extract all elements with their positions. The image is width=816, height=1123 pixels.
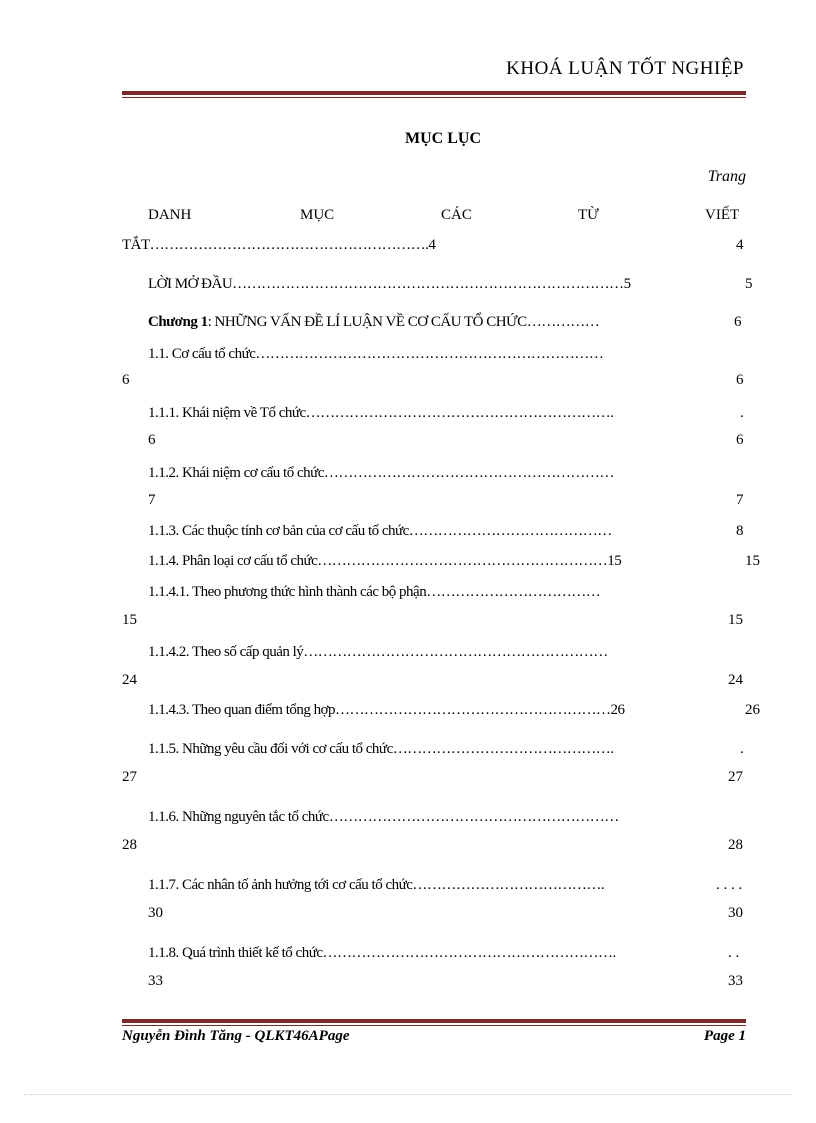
- toc-entry-text: 1.1.2. Khái niệm cơ cấu tổ chức……………………………………………………: [148, 465, 614, 481]
- header-title: KHOÁ LUẬN TỐT NGHIỆP: [506, 58, 744, 79]
- toc-entry-text: TẮT………………………………………………….4: [122, 237, 436, 253]
- toc-entry-page: 28: [728, 837, 743, 853]
- toc-entry-page-left: 7: [148, 492, 156, 508]
- toc-entry-page-left: 6: [122, 372, 130, 388]
- toc-word-viet: VIẾT: [705, 207, 740, 223]
- toc-entry-page: 8: [736, 523, 744, 539]
- toc-entry-page: 7: [736, 492, 744, 508]
- toc-entry-text: LỜI MỞ ĐẦU………………………………………………………………………5: [148, 276, 631, 292]
- toc-entry-page: 6: [736, 432, 744, 448]
- toc-entry-tail: . . . .: [716, 877, 743, 893]
- toc-entry-page-left: 27: [122, 769, 137, 785]
- toc-entry-page-left: 33: [148, 973, 163, 989]
- page-column-label: Trang: [707, 168, 746, 185]
- toc-entry-page: 5: [745, 276, 753, 292]
- header-rule: [122, 91, 746, 95]
- toc-entry-text: 1.1.1. Khái niệm về Tổ chức……………………………………………………….: [148, 405, 614, 421]
- toc-entry-text: 1.1.4.3. Theo quan điểm tổng hợp…………………………………………………26: [148, 702, 625, 718]
- toc-entry-page-left: 24: [122, 672, 137, 688]
- chapter-label: Chương 1: [148, 314, 208, 330]
- toc-entry-page: 15: [728, 612, 743, 628]
- toc-entry-page: 6: [736, 372, 744, 388]
- footer-rule-thin: [122, 1025, 746, 1026]
- toc-entry-text: 1.1. Cơ cấu tổ chức………………………………………………………………: [148, 346, 604, 362]
- header-rule-thin: [122, 97, 746, 98]
- toc-entry-page: 27: [728, 769, 743, 785]
- toc-entry-page: 30: [728, 905, 743, 921]
- toc-entry-page: 6: [734, 314, 742, 330]
- toc-word-muc: MỤC: [300, 207, 335, 223]
- toc-entry-page: 33: [728, 973, 743, 989]
- footer-author: Nguyễn Đình Tăng - QLKT46APage: [122, 1028, 350, 1044]
- page-bottom-divider: [24, 1094, 792, 1095]
- toc-entry-page: 15: [745, 553, 760, 569]
- toc-entry-page-left: 30: [148, 905, 163, 921]
- footer-page-number: Page 1: [703, 1028, 746, 1044]
- toc-word-tu: TỪ: [578, 207, 599, 223]
- toc-chapter-entry: [148, 313, 599, 331]
- toc-entry-page: 4: [736, 237, 744, 253]
- toc-entry-text: 1.1.6. Những nguyên tắc tổ chức……………………………………………………: [148, 809, 619, 825]
- toc-entry-text: 1.1.4.2. Theo số cấp quản lý………………………………………………………: [148, 644, 608, 660]
- toc-entry-page-left: 15: [122, 612, 137, 628]
- toc-entry-text: 1.1.4. Phân loại cơ cấu tổ chức……………………………………………………15: [148, 553, 622, 569]
- toc-entry-page: 24: [728, 672, 743, 688]
- toc-entry-text: 1.1.3. Các thuộc tính cơ bản của cơ cấu tổ chức……………………………………: [148, 523, 612, 539]
- toc-entry-page-left: 6: [148, 432, 156, 448]
- toc-word-cac: CÁC: [441, 207, 472, 223]
- toc-entry-text: 1.1.5. Những yêu cầu đối với cơ cấu tổ chức……………………………………….: [148, 741, 614, 757]
- toc-entry-tail: .: [740, 405, 744, 421]
- toc-entry-tail: .: [740, 741, 744, 757]
- chapter-title: : NHỮNG VẤN ĐỀ LÍ LUẬN VỀ CƠ CẤU TỔ CHỨC……………: [207, 314, 600, 330]
- toc-entry-page-left: 28: [122, 837, 137, 853]
- toc-entry-tail: . .: [728, 945, 740, 961]
- toc-entry-text: 1.1.4.1. Theo phương thức hình thành các bộ phận………………………………: [148, 584, 601, 600]
- toc-word-danh: DANH: [148, 207, 192, 223]
- toc-entry-page: 26: [745, 702, 760, 718]
- toc-entry-text: 1.1.8. Quá trình thiết kế tổ chức…………………………………………………….: [148, 945, 616, 961]
- toc-entry-text: 1.1.7. Các nhân tố ảnh hưởng tới cơ cấu tổ chức………………………………….: [148, 877, 605, 893]
- footer-rule: [122, 1019, 746, 1023]
- toc-title: MỤC LỤC: [405, 130, 481, 147]
